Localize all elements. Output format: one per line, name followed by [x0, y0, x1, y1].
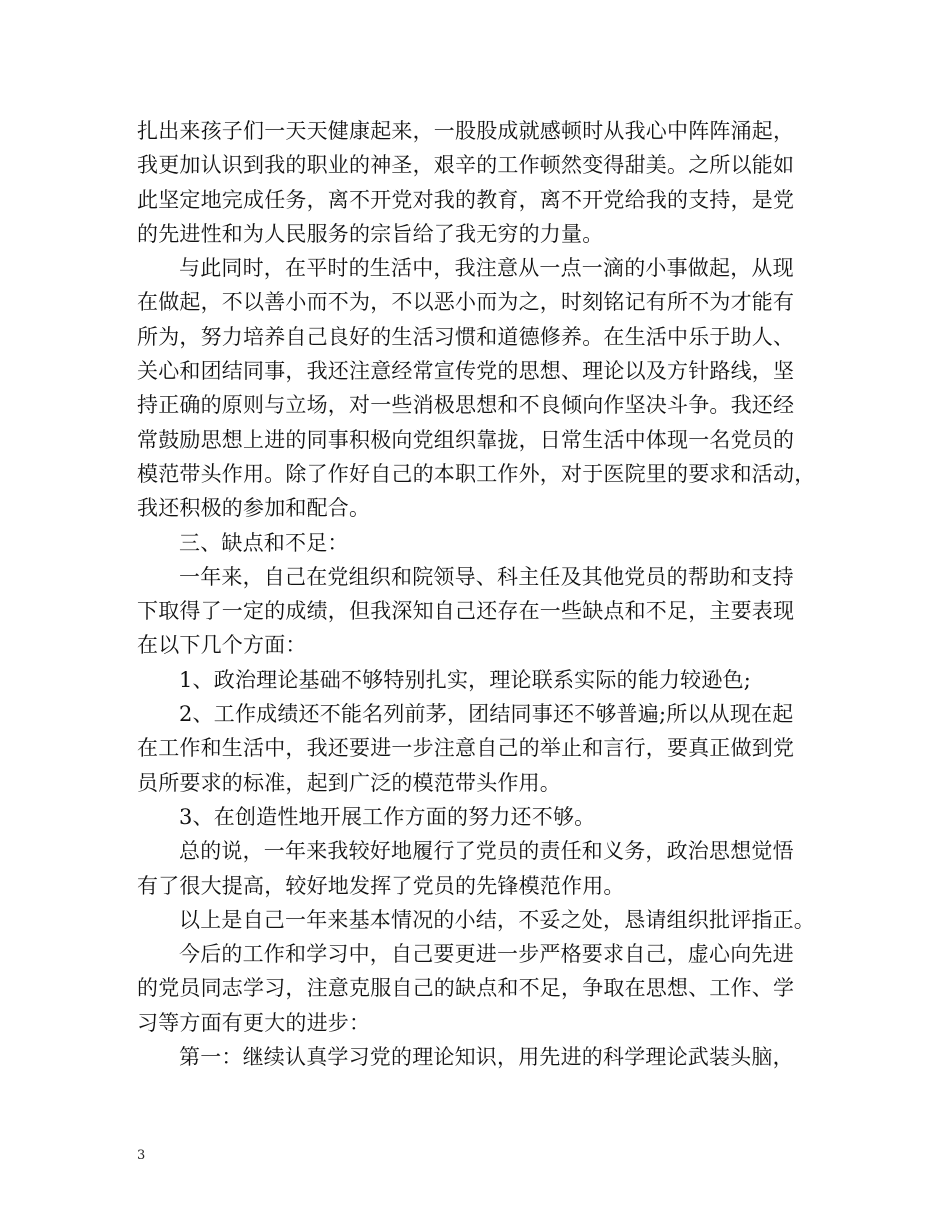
text-line: 我还积极的参加和配合。 — [137, 496, 371, 521]
page-number: 3 — [137, 1148, 146, 1163]
text-line: 持正确的原则与立场，对一些消极思想和不良倾向作坚决斗争。我还经 — [137, 393, 795, 418]
text-line: 一年来，自己在党组织和院领导、科主任及其他党员的帮助和支持 — [179, 564, 794, 589]
text-line: 在做起，不以善小而不为，不以恶小而为之，时刻铭记有所不为才能有 — [137, 290, 795, 315]
text-line: 的先进性和为人民服务的宗旨给了我无穷的力量。 — [137, 221, 604, 246]
text-line: 模范带头作用。除了作好自己的本职工作外，对于医院里的要求和活动， — [137, 461, 816, 486]
body-text — [137, 114, 817, 1074]
text-line: 总的说，一年来我较好地履行了党员的责任和义务，政治思想觉悟 — [179, 839, 794, 864]
section-heading: 三、缺点和不足： — [179, 530, 349, 555]
list-item: 3、在创造性地开展工作方面的努力还不够。 — [179, 804, 596, 829]
text-line: 的党员同志学习，注意克服自己的缺点和不足，争取在思想、工作、学 — [137, 976, 795, 1001]
text-line: 第一：继续认真学习党的理论知识，用先进的科学理论武装头脑， — [179, 1045, 794, 1070]
list-item: 1、政治理论基础不够特别扎实，理论联系实际的能力较逊色; — [179, 667, 752, 692]
text-line: 扎出来孩子们一天天健康起来，一股股成就感顿时从我心中阵阵涌起， — [137, 119, 795, 143]
text-line: 下取得了一定的成绩，但我深知自己还存在一些缺点和不足，主要表现 — [137, 599, 795, 624]
text-line: 我更加认识到我的职业的神圣，艰辛的工作顿然变得甜美。之所以能如 — [137, 153, 795, 178]
text-line: 今后的工作和学习中，自己要更进一步严格要求自己，虚心向先进 — [179, 942, 794, 967]
text-line: 在以下几个方面： — [137, 633, 307, 658]
text-line: 常鼓励思想上进的同事积极向党组织靠拢，日常生活中体现一名党员的 — [137, 427, 795, 452]
text-line: 此坚定地完成任务，离不开党对我的教育，离不开党给我的支持，是党 — [137, 187, 795, 212]
text-line: 在工作和生活中，我还要进一步注意自己的举止和言行，要真正做到党 — [137, 736, 795, 761]
text-line: 以上是自己一年来基本情况的小结，不妥之处，恳请组织批评指正。 — [179, 907, 815, 932]
text-line: 习等方面有更大的进步： — [137, 1010, 371, 1035]
text-line: 员所要求的标准，起到广泛的模范带头作用。 — [137, 770, 561, 795]
list-item: 2、工作成绩还不能名列前茅，团结同事还不够普遍;所以从现在起 — [179, 702, 794, 727]
text-line: 所为，努力培养自己良好的生活习惯和道德修养。在生活中乐于助人、 — [137, 324, 795, 349]
text-line: 与此同时，在平时的生活中，我注意从一点一滴的小事做起，从现 — [179, 256, 794, 281]
text-line: 关心和团结同事，我还注意经常宣传党的思想、理论以及方针路线，坚 — [137, 359, 795, 384]
text-line: 有了很大提高，较好地发挥了党员的先锋模范作用。 — [137, 873, 625, 898]
